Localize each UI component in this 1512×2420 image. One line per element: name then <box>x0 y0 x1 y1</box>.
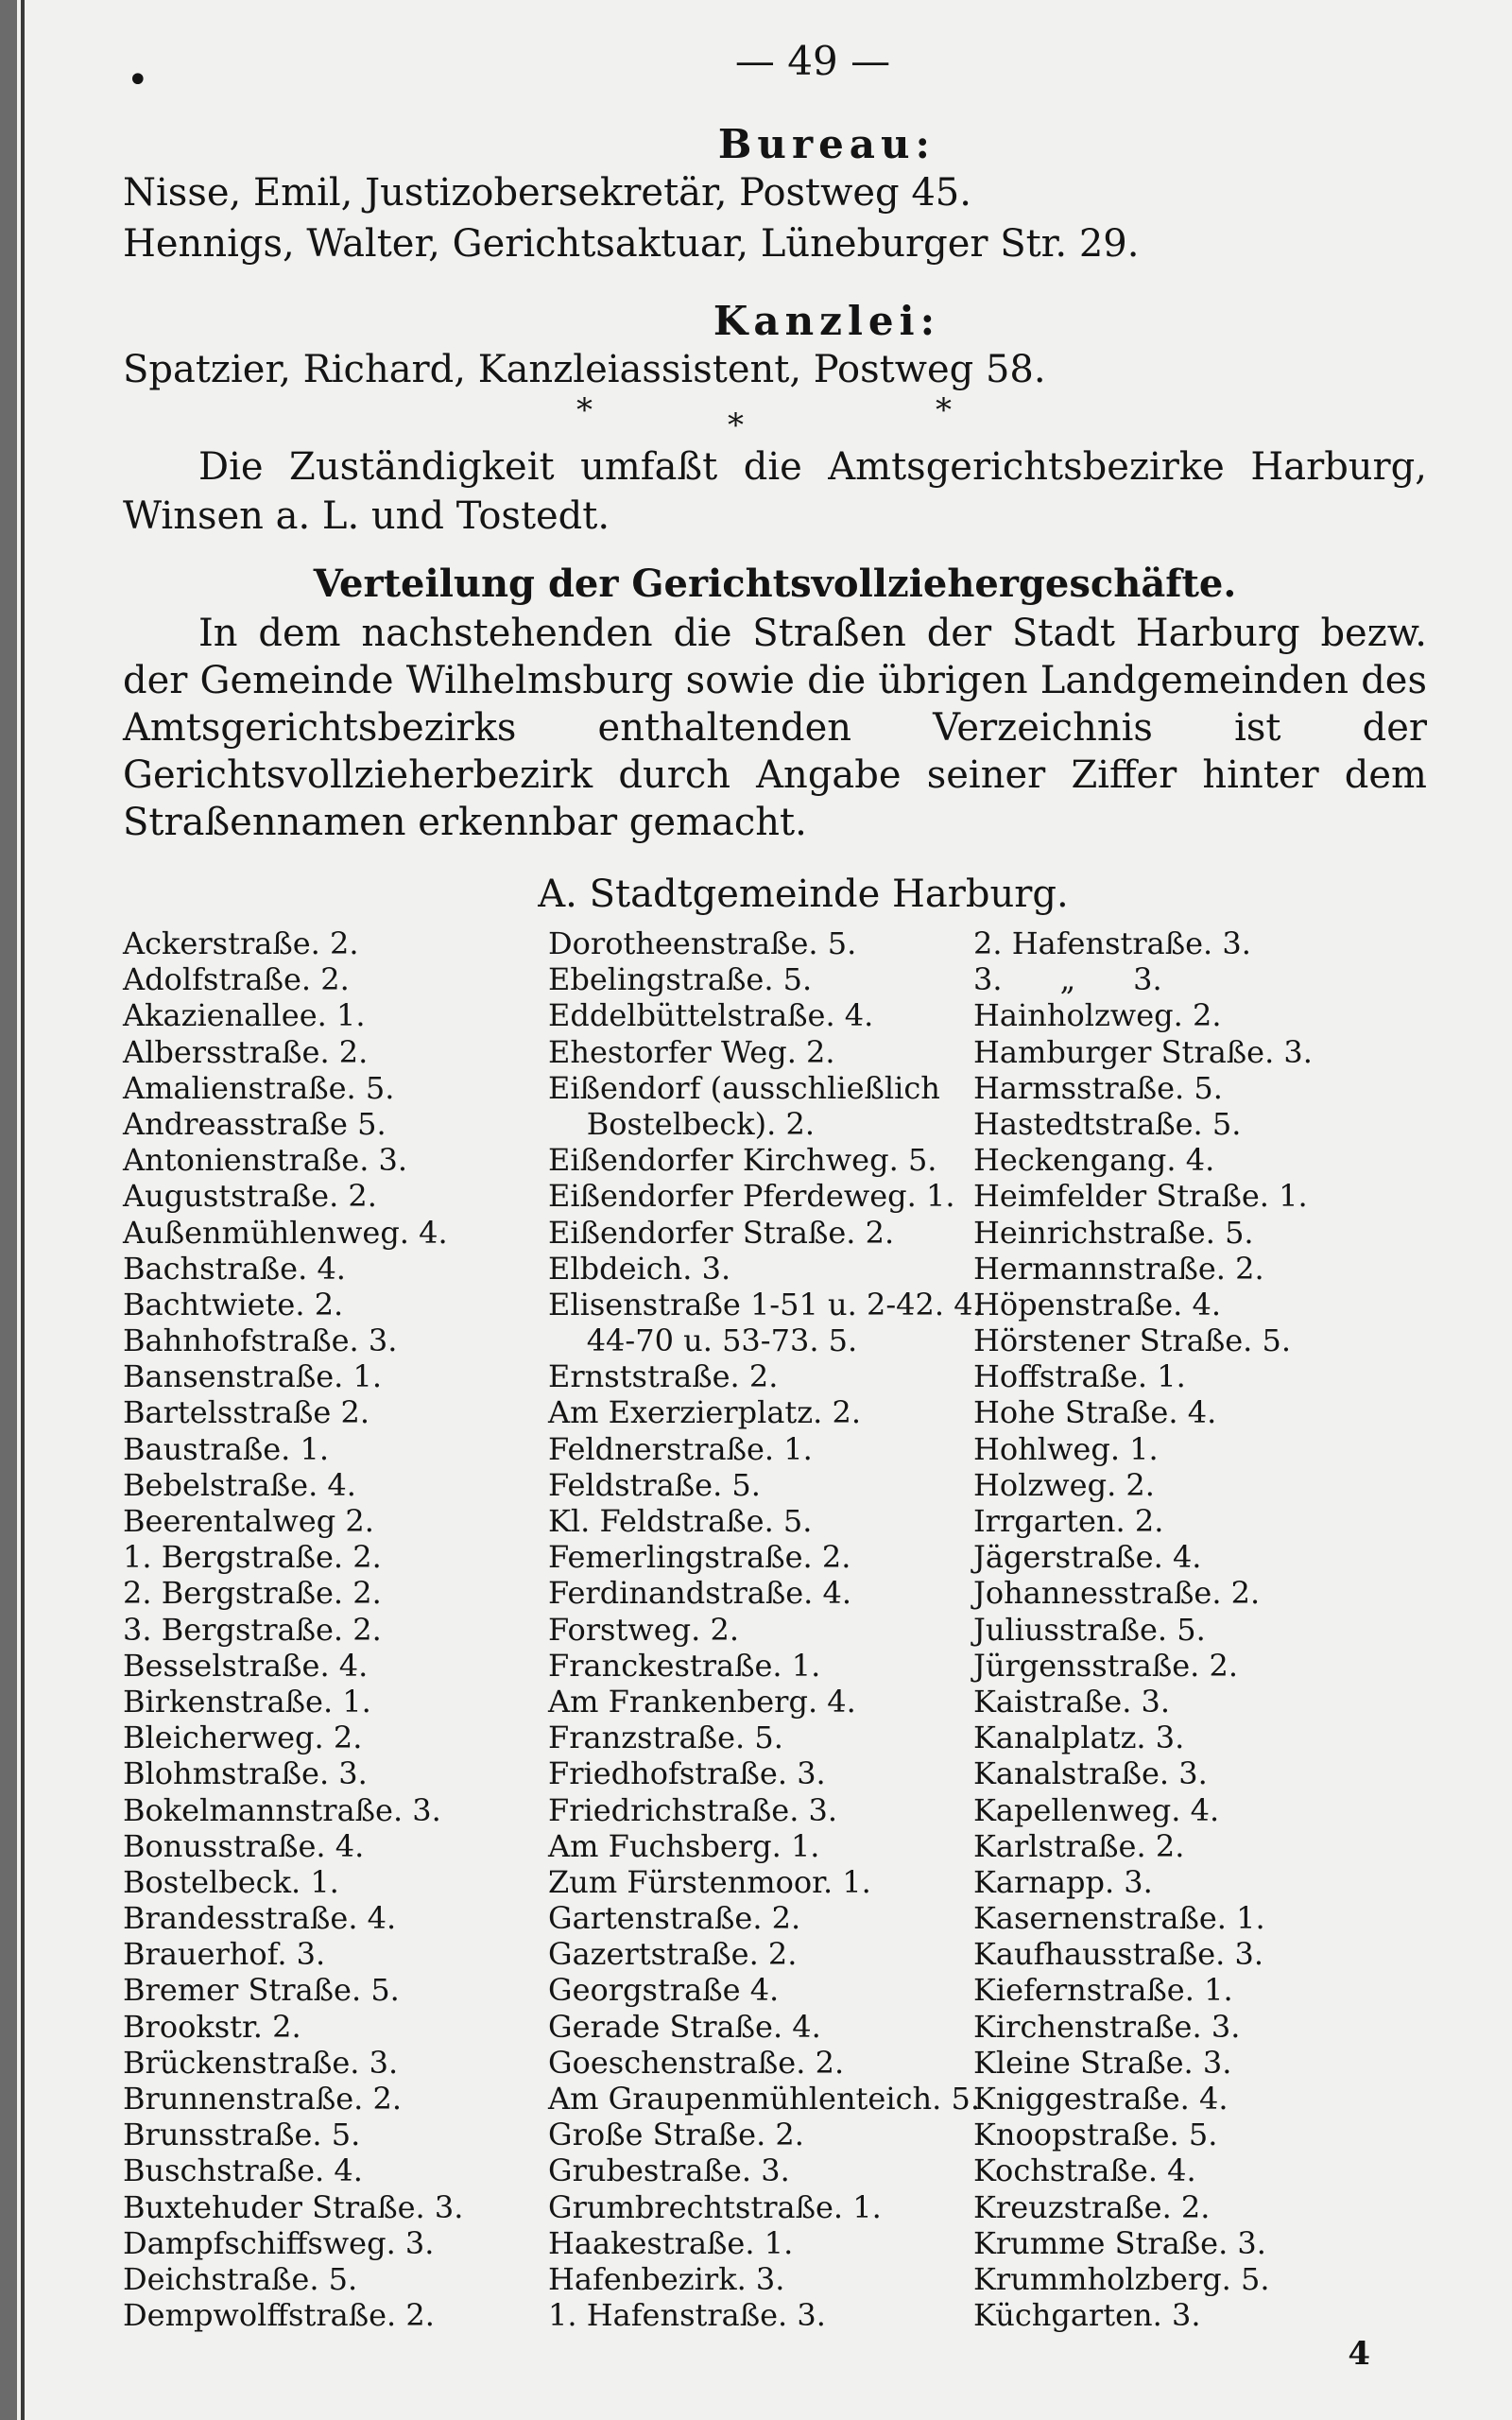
street-entry: Bachstraße. 4. <box>123 1250 346 1287</box>
street-entry: Jägerstraße. 4. <box>973 1539 1202 1576</box>
street-entry: Ehestorfer Weg. 2. <box>548 1033 835 1070</box>
street-entry: Juliusstraße. 5. <box>973 1611 1206 1648</box>
street-entry: Am Frankenberg. 4. <box>548 1683 856 1720</box>
street-entry: Irrgarten. 2. <box>973 1503 1164 1539</box>
street-entry: Brunnenstraße. 2. <box>123 2081 403 2117</box>
street-entry: Hafenbezirk. 3. <box>548 2260 785 2297</box>
street-entry: Grumbrechtstraße. 1. <box>548 2188 882 2225</box>
street-entry: Eißendorf (ausschließlich <box>548 1069 940 1106</box>
bureau-list <box>123 167 1427 269</box>
street-entry: Grubestraße. 3. <box>548 2152 790 2189</box>
street-entry: Küchgarten. 3. <box>973 2297 1201 2334</box>
street-entry: 44-70 u. 53-73. 5. <box>548 1322 858 1359</box>
street-entry: Birkenstraße. 1. <box>123 1683 371 1720</box>
kanzlei-title: Kanzlei: <box>713 298 941 344</box>
street-entry: Große Straße. 2. <box>548 2117 804 2153</box>
street-entry: 1. Hafenstraße. 3. <box>548 2297 826 2334</box>
street-entry: Brauerhof. 3. <box>123 1936 326 1973</box>
margin-dot: • <box>127 59 149 102</box>
street-entry: Hohe Straße. 4. <box>973 1394 1217 1431</box>
book-spine-edge <box>21 0 25 2420</box>
street-entry: 2. Bergstraße. 2. <box>123 1575 382 1612</box>
street-entry: Bansenstraße. 1. <box>123 1358 383 1395</box>
street-entry: Hörstener Straße. 5. <box>973 1322 1292 1359</box>
street-entry: Hainholzweg. 2. <box>973 997 1222 1034</box>
street-entry: Kiefernstraße. 1. <box>973 1972 1233 2009</box>
street-entry: Hermannstraße. 2. <box>973 1250 1264 1287</box>
street-entry: Gartenstraße. 2. <box>548 1900 801 1937</box>
street-entry: Besselstraße. 4. <box>123 1647 369 1684</box>
street-entry: Buschstraße. 4. <box>123 2152 363 2189</box>
street-entry: Adolfstraße. 2. <box>123 961 350 998</box>
bureau-line: Hennigs, Walter, Gerichtsaktuar, Lüneburger Str. 29. <box>123 222 1140 266</box>
street-entry: Bremer Straße. 5. <box>123 1972 400 2009</box>
street-entry: Heimfelder Straße. 1. <box>973 1178 1308 1215</box>
street-entry: Krummholzberg. 5. <box>973 2260 1270 2297</box>
street-entry: Feldnerstraße. 1. <box>548 1430 813 1467</box>
street-entry: Zum Fürstenmoor. 1. <box>548 1863 871 1900</box>
street-entry: Femerlingstraße. 2. <box>548 1539 851 1576</box>
street-entry: Auguststraße. 2. <box>123 1178 377 1215</box>
street-entry: Am Exerzierplatz. 2. <box>548 1394 861 1431</box>
street-entry: Ebelingstraße. 5. <box>548 961 813 998</box>
street-entry: Eißendorfer Kirchweg. 5. <box>548 1142 937 1179</box>
street-entry: Bartelsstraße 2. <box>123 1394 370 1431</box>
street-entry: Haakestraße. 1. <box>548 2224 794 2261</box>
street-entry: Brunsstraße. 5. <box>123 2117 361 2153</box>
kanzlei-line: Spatzier, Richard, Kanzleiassistent, Postweg 58. <box>123 348 1046 391</box>
bureau-line: Nisse, Emil, Justizobersekretär, Postweg 45. <box>123 171 971 215</box>
street-entry: Kochstraße. 4. <box>973 2152 1196 2189</box>
street-entry: Andreasstraße 5. <box>123 1105 387 1142</box>
street-entry: Blohmstraße. 3. <box>123 1755 368 1792</box>
street-entry: Forstweg. 2. <box>548 1611 739 1648</box>
street-entry: Kaistraße. 3. <box>973 1683 1171 1720</box>
street-entry: Antonienstraße. 3. <box>123 1142 408 1179</box>
street-entry: Dorotheenstraße. 5. <box>548 925 857 961</box>
street-entry: 2. Hafenstraße. 3. <box>973 925 1251 961</box>
separator-asterisks <box>123 391 1427 444</box>
verteilung-paragraph: In dem nachstehenden die Straßen der Stadt Harburg bezw. der Gemeinde Wilhelmsburg sowie die übrigen Landgemeinden des Amtsgerichtsbezirks enthaltenden Verzeichnis ist der Gerichtsvollzieherbezirk durch Angabe seiner Ziffer hinter dem Straßennamen erkennbar gemacht. <box>123 612 1427 844</box>
street-entry: Franzstraße. 5. <box>548 1720 783 1756</box>
street-entry: Bachtwiete. 2. <box>123 1286 344 1322</box>
street-entry: Karlstraße. 2. <box>973 1827 1185 1864</box>
street-entry: Kasernenstraße. 1. <box>973 1900 1265 1937</box>
asterisk: * <box>576 391 593 429</box>
street-entry: 3. „ 3. <box>973 961 1162 998</box>
street-entry: Kaufhausstraße. 3. <box>973 1936 1263 1973</box>
book-spine <box>0 0 17 2420</box>
street-entry: Holzweg. 2. <box>973 1466 1155 1503</box>
street-entry: Elisenstraße 1-51 u. 2-42. 4. <box>548 1286 983 1322</box>
street-entry: Buxtehuder Straße. 3. <box>123 2188 464 2225</box>
street-column-1 <box>123 925 548 2333</box>
street-entry: Kirchenstraße. 3. <box>973 2008 1241 2045</box>
street-entry: Bostelbeck. 1. <box>123 1863 339 1900</box>
street-entry: Bokelmannstraße. 3. <box>123 1791 441 1828</box>
street-entry: Brückenstraße. 3. <box>123 2044 399 2081</box>
street-entry: Elbdeich. 3. <box>548 1250 731 1287</box>
street-entry: Höpenstraße. 4. <box>973 1286 1222 1322</box>
street-entry: Franckestraße. 1. <box>548 1647 821 1684</box>
street-entry: Brandesstraße. 4. <box>123 1900 397 1937</box>
asterisk: * <box>728 406 744 444</box>
street-entry: Heckengang. 4. <box>973 1142 1215 1179</box>
street-entry: Dempwolffstraße. 2. <box>123 2297 435 2334</box>
verteilung-heading: Verteilung der Gerichtsvollziehergeschäfte. <box>313 562 1237 606</box>
street-entry: Bahnhofstraße. 3. <box>123 1322 398 1359</box>
street-entry: Beerentalweg 2. <box>123 1503 374 1539</box>
stadtgemeinde-heading: A. Stadtgemeinde Harburg. <box>538 873 1069 916</box>
page <box>123 38 1427 2333</box>
street-entry: Bleicherweg. 2. <box>123 1720 363 1756</box>
street-column-2 <box>548 925 983 2334</box>
street-entry: Bonusstraße. 4. <box>123 1827 365 1864</box>
street-entry: Kreuzstraße. 2. <box>973 2188 1211 2225</box>
street-entry: Brookstr. 2. <box>123 2008 301 2045</box>
street-entry: Albersstraße. 2. <box>123 1033 369 1070</box>
street-entry: Kapellenweg. 4. <box>973 1791 1220 1828</box>
street-entry: Deichstraße. 5. <box>123 2260 358 2297</box>
street-entry: Amalienstraße. 5. <box>123 1069 395 1106</box>
street-entry: Hohlweg. 1. <box>973 1430 1159 1467</box>
street-entry: 3. Bergstraße. 2. <box>123 1611 382 1648</box>
street-entry: Ackerstraße. 2. <box>123 925 359 961</box>
street-entry: Kanalplatz. 3. <box>973 1720 1185 1756</box>
street-entry: Bostelbeck). 2. <box>548 1105 816 1142</box>
street-entry: Knoopstraße. 5. <box>973 2117 1218 2153</box>
street-entry: Bebelstraße. 4. <box>123 1466 356 1503</box>
street-entry: Dampfschiffsweg. 3. <box>123 2224 435 2261</box>
street-index <box>123 925 1427 2333</box>
street-entry: Baustraße. 1. <box>123 1430 330 1467</box>
street-entry: Kniggestraße. 4. <box>973 2081 1228 2117</box>
street-entry: Ernststraße. 2. <box>548 1358 779 1395</box>
street-entry: Eißendorfer Pferdeweg. 1. <box>548 1178 955 1215</box>
street-entry: Goeschenstraße. 2. <box>548 2044 845 2081</box>
street-entry: 1. Bergstraße. 2. <box>123 1539 382 1576</box>
street-entry: Außenmühlenweg. 4. <box>123 1214 448 1251</box>
street-entry: Ferdinandstraße. 4. <box>548 1575 852 1612</box>
street-entry: Gerade Straße. 4. <box>548 2008 821 2045</box>
street-entry: Hamburger Straße. 3. <box>973 1033 1313 1070</box>
street-entry: Kleine Straße. 3. <box>973 2044 1232 2081</box>
street-entry: Harmsstraße. 5. <box>973 1069 1223 1106</box>
street-entry: Krumme Straße. 3. <box>973 2224 1266 2261</box>
street-entry: Friedhofstraße. 3. <box>548 1755 826 1792</box>
street-entry: Akazienallee. 1. <box>123 997 366 1034</box>
signature-mark: 4 <box>1348 2335 1370 2373</box>
street-entry: Kl. Feldstraße. 5. <box>548 1503 813 1539</box>
street-entry: Heinrichstraße. 5. <box>973 1214 1254 1251</box>
street-entry: Eißendorfer Straße. 2. <box>548 1214 895 1251</box>
street-entry: Kanalstraße. 3. <box>973 1755 1208 1792</box>
zustaendigkeit-paragraph: Die Zuständigkeit umfaßt die Amtsgerichtsbezirke Harburg, Winsen a. L. und Tostedt. <box>123 445 1427 538</box>
street-entry: Gazertstraße. 2. <box>548 1936 798 1973</box>
street-entry: Feldstraße. 5. <box>548 1466 761 1503</box>
street-entry: Jürgensstraße. 2. <box>973 1647 1239 1684</box>
street-entry: Eddelbüttelstraße. 4. <box>548 997 874 1034</box>
bureau-title: Bureau: <box>717 121 936 167</box>
page-number: — 49 — <box>734 38 891 84</box>
street-entry: Am Fuchsberg. 1. <box>548 1827 820 1864</box>
street-entry: Friedrichstraße. 3. <box>548 1791 838 1828</box>
street-entry: Georgstraße 4. <box>548 1972 780 2009</box>
street-entry: Karnapp. 3. <box>973 1863 1153 1900</box>
street-column-3 <box>973 925 1427 2333</box>
street-entry: Hoffstraße. 1. <box>973 1358 1186 1395</box>
street-entry: Hastedtstraße. 5. <box>973 1105 1242 1142</box>
asterisk: * <box>936 391 952 429</box>
street-entry: Am Graupenmühlenteich. 5. <box>548 2081 980 2117</box>
street-entry: Johannesstraße. 2. <box>973 1575 1261 1612</box>
